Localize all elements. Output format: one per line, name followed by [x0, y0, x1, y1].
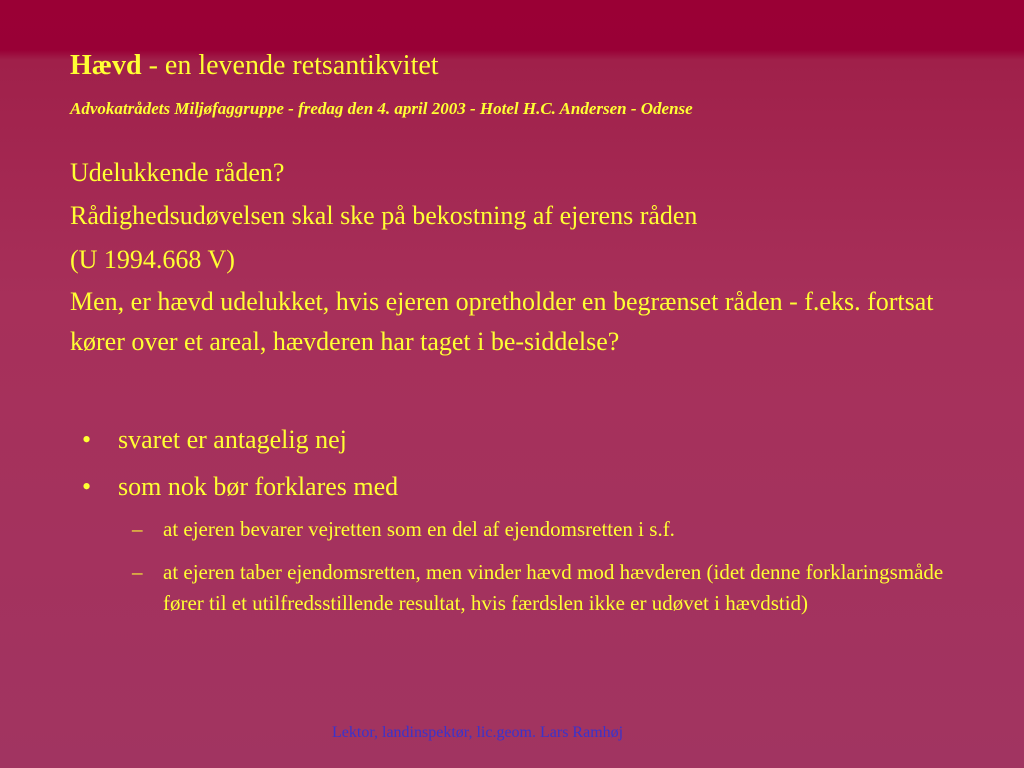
sub-bullet-text: at ejeren taber ejendomsretten, men vinder hævd mod hævderen (idet denne forklaringsmåde fører til et utilfredsstillende resultat, hvis færdslen ikke er udøvet i hævdstid) — [163, 560, 944, 615]
sub-bullet-marker: – — [132, 560, 143, 584]
bullet-item — [82, 420, 347, 460]
slide-title — [70, 48, 439, 84]
sub-bullet-item — [132, 514, 952, 545]
paragraph-rule: Rådighedsudøvelsen skal ske på bekostning af ejerens råden — [70, 201, 698, 230]
sub-bullet-item — [132, 557, 952, 619]
sub-bullet-text: at ejeren bevarer vejretten som en del af ejendomsretten i s.f. — [163, 517, 675, 541]
paragraph-question-2: Men, er hævd udelukket, hvis ejeren opretholder en begrænset råden - f.eks. fortsat kører over et areal, hævderen har taget i be-siddelse? — [70, 287, 934, 356]
paragraph-question: Udelukkende råden? — [70, 158, 285, 187]
slide-footer: Lektor, landinspektør, lic.geom. Lars Ramhøj — [332, 724, 624, 741]
title-bold: Hævd — [70, 50, 142, 81]
slide-subtitle: Advokatrådets Miljøfaggruppe - fredag den 4. april 2003 - Hotel H.C. Andersen - Odense — [70, 99, 693, 118]
bullet-marker: • — [82, 472, 92, 501]
title-rest: - en levende retsantikvitet — [141, 50, 439, 81]
bullet-text: som nok bør forklares med — [118, 472, 399, 501]
bullet-marker: • — [82, 425, 92, 454]
paragraph-citation: (U 1994.668 V) — [70, 245, 235, 274]
sub-bullet-marker: – — [132, 517, 143, 541]
bullet-item — [82, 467, 398, 507]
bullet-text: svaret er antagelig nej — [118, 425, 347, 454]
